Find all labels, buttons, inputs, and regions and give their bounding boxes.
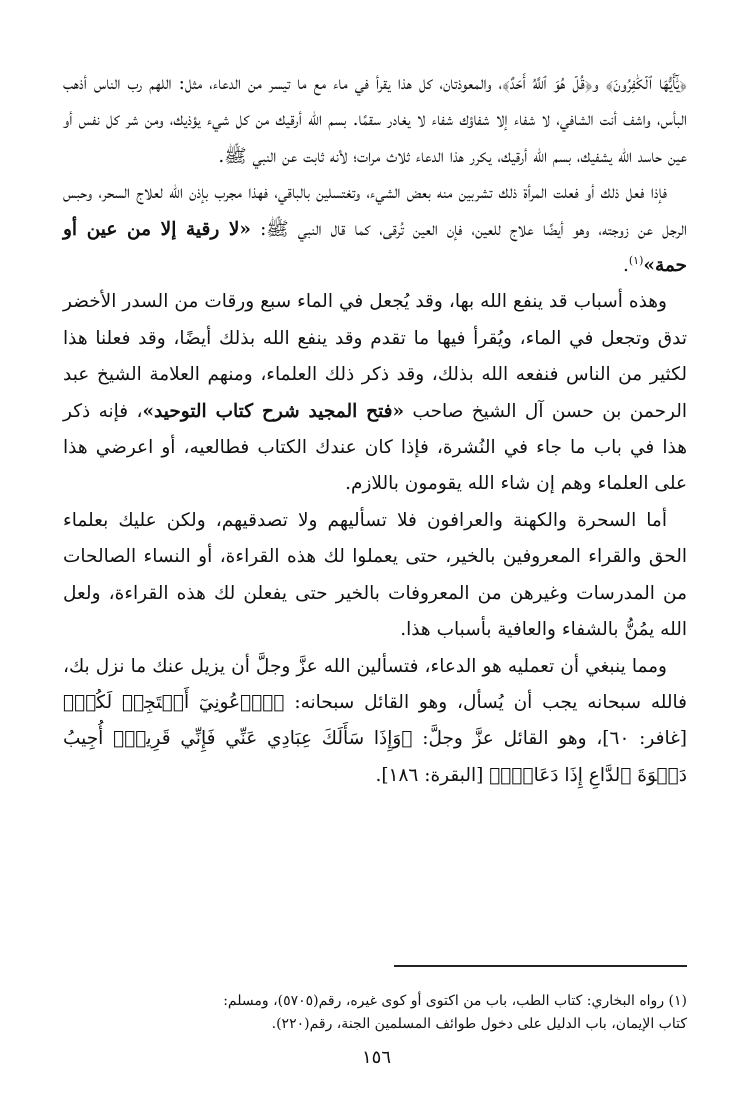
- paragraph-3: [63, 284, 687, 502]
- footnote-line-2: [63, 1013, 687, 1036]
- paragraph-5-text: ومما ينبغي أن تعمليه هو الدعاء، فتسألين الله عزَّ وجلَّ أن يزيل عنك ما نزل بك، فالله سبحانه يجب أن يُسأل، وهو القائل سبحانه: ﴿ٱدۡعُونِيٓ أَسۡتَجِبۡ لَكُمۡ﴾ [غافر: ٦٠]، وهو القائل عزَّ وجلَّ: ﴿وَإِذَا سَأَلَكَ عِبَادِي عَنِّي فَإِنِّي قَرِيبٌۖ أُجِيبُ دَعۡوَةَ ٱلدَّاعِ إِذَا دَعَانِۖ﴾ [البقرة: ١٨٦].: [63, 655, 687, 786]
- paragraph-2-text: فإذا فعل ذلك أو فعلت المرأة ذلك تشربين منه بعض الشيء، وتغتسلين بالباقي، فهذا مجرب بإذن الله لعلاج السحر، وحبس الرجل عن زوجته، وهو أيضًا علاج للعين، فإن العين تُرقى، كما قال النبي ﷺ:: [63, 182, 687, 240]
- book-title: «فتح المجيد شرح كتاب التوحيد»: [142, 400, 405, 422]
- footnote-text-2: كتاب الإيمان، باب الدليل على دخول طوائف المسلمين الجنة، رقم(٢٢٠).: [271, 1016, 687, 1032]
- footnotes: [63, 990, 687, 1036]
- hadith-quote: «لا رقية إلا من عين أو حمة»: [63, 218, 687, 277]
- footnote-line-1: [63, 990, 687, 1013]
- paragraph-3-end: ، فإنه ذكر هذا في باب ما جاء في النُشرة، فإذا كان عندك الكتاب فطالعيه، أو اعرضي هذا على العلماء وهم إن شاء الله يقومون باللازم.: [63, 400, 687, 495]
- page-number: ١٥٦: [361, 1047, 391, 1068]
- footnote-divider: [394, 965, 687, 967]
- paragraph-1-text: ﴿يَٰٓأَيُّهَا ٱلۡكَٰفِرُونَ﴾ و﴿قُلۡ هُوَ ٱللَّهُ أَحَدٌ﴾، والمعوذتان، كل هذا يقرأ في ماء مع ما تيسر من الدعاء، مثل: اللهم رب الناس أذهب البأس، واشف أنت الشافي، لا شفاء إلا شفاؤك شفاء لا يغادر سقمًا. بسم الله أرقيك من كل شيء يؤذيك، ومن شر كل نفس أو عين حاسد الله يشفيك، بسم الله أرقيك، يكرر هذا الدعاء ثلاث مرات؛ لأنه ثابت عن النبي ﷺ.: [63, 73, 687, 167]
- footnote-text-1: رواه البخاري: كتاب الطب، باب من اكتوى أو كوى غيره، رقم(٥٧٠٥)، ومسلم:: [223, 993, 665, 1009]
- footnote-marker: (١): [628, 253, 644, 267]
- paragraph-2: [63, 175, 687, 284]
- paragraph-3-text: وهذه أسباب قد ينفع الله بها، وقد يُجعل في الماء سبع ورقات من السدر الأخضر تدق وتجعل في الماء، ويُقرأ فيها ما تقدم وقد ينفع الله بذلك أيضًا، وقد فعلنا هذا لكثير من الناس فنفعه الله بذلك، وقد ذكر ذلك العلماء، ومنهم العلامة الشيخ عبد الرحمن بن حسن آل الشيخ صاحب: [63, 291, 687, 422]
- paragraph-2-end: .: [622, 255, 629, 277]
- main-text: [63, 66, 687, 794]
- paragraph-4-text: أما السحرة والكهنة والعرافون فلا تسأليهم ولا تصدقيهم، ولكن عليك بعلماء الحق والقراء المعروفين بالخير، حتى يعملوا لك هذه القراءة، أو النساء الصالحات من المدرسات وغيرهن من المعروفات بالخير حتى يفعلن لك هذه القراءة، ولعل الله يمُنُّ بالشفاء والعافية بأسباب هذا.: [63, 509, 687, 641]
- footnote-number: (١): [668, 993, 687, 1009]
- paragraph-1: [63, 66, 687, 175]
- paragraph-5: [63, 649, 687, 795]
- paragraph-4: [63, 503, 687, 649]
